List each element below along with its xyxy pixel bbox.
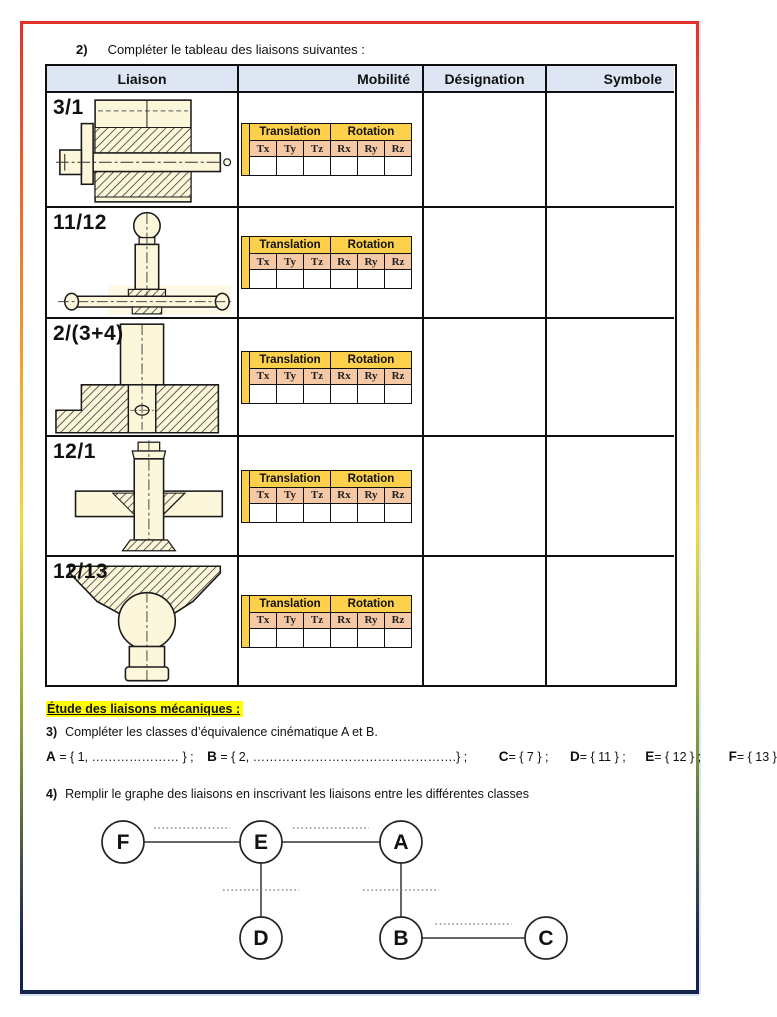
- axis-tx: Tx: [250, 254, 277, 270]
- mobility-answer-cell[interactable]: [331, 157, 358, 176]
- mobility-answer-cell[interactable]: [250, 628, 277, 647]
- rotation-header: Rotation: [331, 595, 412, 612]
- question-4-number: 4): [46, 787, 58, 801]
- mobilite-cell-3-1: [239, 93, 424, 208]
- axis-tz: Tz: [304, 487, 331, 503]
- mobility-answer-cell[interactable]: [385, 270, 412, 289]
- symbole-answer-cell[interactable]: [547, 557, 674, 685]
- col-header-liaison: Liaison: [47, 66, 239, 93]
- liaisons-table: [45, 64, 677, 687]
- mobility-answer-cell[interactable]: [277, 157, 304, 176]
- axis-tx: Tx: [250, 368, 277, 384]
- axis-rz: Rz: [385, 254, 412, 270]
- designation-answer-cell[interactable]: [424, 319, 547, 437]
- axis-tz: Tz: [304, 254, 331, 270]
- mobility-answer-cell[interactable]: [385, 384, 412, 403]
- rotation-header: Rotation: [331, 237, 412, 254]
- liaison-label: 3/1: [53, 96, 84, 119]
- mobility-table: [241, 595, 412, 648]
- graph-node-label: F: [116, 831, 130, 854]
- mobility-answer-cell[interactable]: [331, 384, 358, 403]
- translation-header: Translation: [250, 470, 331, 487]
- axis-rz: Rz: [385, 612, 412, 628]
- designation-answer-cell[interactable]: [424, 437, 547, 557]
- rotation-header: Rotation: [331, 470, 412, 487]
- section-heading: Étude des liaisons mécaniques :: [46, 701, 243, 717]
- mobility-answer-cell[interactable]: [277, 503, 304, 522]
- instruction-2: [76, 42, 365, 57]
- page-border-bottom: [20, 990, 699, 994]
- axis-rz: Rz: [385, 141, 412, 157]
- mobility-answer-cell[interactable]: [304, 628, 331, 647]
- axis-tx: Tx: [250, 141, 277, 157]
- axis-rx: Rx: [331, 368, 358, 384]
- mobility-table: [241, 236, 412, 289]
- axis-tz: Tz: [304, 368, 331, 384]
- axis-ry: Ry: [358, 368, 385, 384]
- mobility-answer-cell[interactable]: [250, 270, 277, 289]
- liaison-label: 2/(3+4): [53, 322, 124, 345]
- mobility-answer-cell[interactable]: [385, 628, 412, 647]
- mobility-table: [241, 351, 412, 404]
- axis-tx: Tx: [250, 487, 277, 503]
- mobility-answer-cell[interactable]: [250, 157, 277, 176]
- symbole-answer-cell[interactable]: [547, 437, 674, 557]
- axis-tz: Tz: [304, 612, 331, 628]
- mobility-answer-cell[interactable]: [331, 628, 358, 647]
- axis-ty: Ty: [277, 254, 304, 270]
- mobility-answer-cell[interactable]: [358, 270, 385, 289]
- graph-node-label: A: [393, 831, 409, 854]
- class-D: D= { 11 } ;: [569, 749, 626, 764]
- axis-rz: Rz: [385, 487, 412, 503]
- liaisons-graph-svg: [60, 806, 620, 978]
- axis-ty: Ty: [277, 487, 304, 503]
- col-header-mobilite: Mobilité: [239, 66, 424, 93]
- liaison-cell-3-1: [47, 93, 239, 208]
- question-4: [46, 787, 529, 801]
- question-3: [46, 725, 378, 739]
- liaison-label: 12/13: [53, 560, 109, 583]
- class-B[interactable]: B = { 2, ………………………………………….} ;: [207, 749, 468, 764]
- question-4-text: Remplir le graphe des liaisons en inscrivant les liaisons entre les différentes classes: [65, 787, 530, 801]
- mobility-accent-strip: [242, 351, 250, 403]
- mobilite-cell-12-13: [239, 557, 424, 685]
- mobility-answer-cell[interactable]: [250, 503, 277, 522]
- class-A[interactable]: A = { 1, ………………… } ;: [46, 749, 194, 764]
- axis-rx: Rx: [331, 141, 358, 157]
- rotation-header: Rotation: [331, 124, 412, 141]
- mobility-accent-strip: [242, 237, 250, 289]
- liaison-cell-12-13: [47, 557, 239, 685]
- rotation-header: Rotation: [331, 351, 412, 368]
- liaison-cell-2-34: [47, 319, 239, 437]
- symbole-answer-cell[interactable]: [547, 319, 674, 437]
- translation-header: Translation: [250, 351, 331, 368]
- mobility-answer-cell[interactable]: [304, 503, 331, 522]
- question-3-text: Compléter les classes d’équivalence cinématique A et B.: [65, 725, 378, 739]
- designation-answer-cell[interactable]: [424, 557, 547, 685]
- mobility-answer-cell[interactable]: [304, 384, 331, 403]
- mobility-answer-cell[interactable]: [277, 628, 304, 647]
- liaison-cell-11-12: [47, 208, 239, 319]
- mobility-table: [241, 123, 412, 176]
- mobilite-cell-11-12: [239, 208, 424, 319]
- mobility-answer-cell[interactable]: [250, 384, 277, 403]
- mobility-accent-strip: [242, 595, 250, 647]
- graph-node-label: B: [393, 927, 409, 950]
- axis-tz: Tz: [304, 141, 331, 157]
- instruction-2-text: Compléter le tableau des liaisons suivantes :: [107, 42, 365, 57]
- instruction-2-number: 2): [76, 42, 88, 57]
- mobility-answer-cell[interactable]: [331, 270, 358, 289]
- class-C: C= { 7 } ;: [498, 749, 549, 764]
- axis-tx: Tx: [250, 612, 277, 628]
- liaison-label: 11/12: [53, 211, 107, 234]
- liaisons-graph: [60, 806, 620, 978]
- symbole-answer-cell[interactable]: [547, 208, 674, 319]
- mobility-answer-cell[interactable]: [277, 270, 304, 289]
- page-border-right: [696, 21, 699, 994]
- mobility-answer-cell[interactable]: [358, 157, 385, 176]
- mobility-answer-cell[interactable]: [331, 503, 358, 522]
- axis-ry: Ry: [358, 141, 385, 157]
- axis-rx: Rx: [331, 254, 358, 270]
- graph-node-label: D: [253, 927, 269, 950]
- class-F: F= { 13 }: [728, 749, 777, 764]
- axis-rx: Rx: [331, 612, 358, 628]
- graph-node-label: E: [253, 831, 269, 854]
- mobility-accent-strip: [242, 124, 250, 176]
- designation-answer-cell[interactable]: [424, 93, 547, 208]
- translation-header: Translation: [250, 124, 331, 141]
- axis-rx: Rx: [331, 487, 358, 503]
- col-header-symbole: Symbole: [547, 66, 674, 93]
- page-border-left: [20, 21, 23, 994]
- axis-rz: Rz: [385, 368, 412, 384]
- designation-answer-cell[interactable]: [424, 208, 547, 319]
- mobility-accent-strip: [242, 470, 250, 522]
- class-E: E= { 12 } ;: [645, 749, 702, 764]
- symbole-answer-cell[interactable]: [547, 93, 674, 208]
- mobilite-cell-2-34: [239, 319, 424, 437]
- axis-ry: Ry: [358, 487, 385, 503]
- graph-node-label: C: [538, 927, 554, 950]
- translation-header: Translation: [250, 595, 331, 612]
- translation-header: Translation: [250, 237, 331, 254]
- axis-ry: Ry: [358, 254, 385, 270]
- equivalence-classes-line: [46, 749, 777, 764]
- axis-ty: Ty: [277, 368, 304, 384]
- axis-ry: Ry: [358, 612, 385, 628]
- axis-ty: Ty: [277, 612, 304, 628]
- mobility-answer-cell[interactable]: [358, 384, 385, 403]
- mobility-answer-cell[interactable]: [385, 503, 412, 522]
- mobility-table: [241, 470, 412, 523]
- liaison-cell-12-1: [47, 437, 239, 557]
- mobility-answer-cell[interactable]: [304, 157, 331, 176]
- mobility-answer-cell[interactable]: [358, 503, 385, 522]
- mobility-answer-cell[interactable]: [277, 384, 304, 403]
- mobility-answer-cell[interactable]: [304, 270, 331, 289]
- question-3-number: 3): [46, 725, 58, 739]
- axis-ty: Ty: [277, 141, 304, 157]
- mobility-answer-cell[interactable]: [385, 157, 412, 176]
- mobilite-cell-12-1: [239, 437, 424, 557]
- page-border-top: [20, 21, 699, 24]
- col-header-designation: Désignation: [424, 66, 547, 93]
- mobility-answer-cell[interactable]: [358, 628, 385, 647]
- liaison-label: 12/1: [53, 440, 96, 463]
